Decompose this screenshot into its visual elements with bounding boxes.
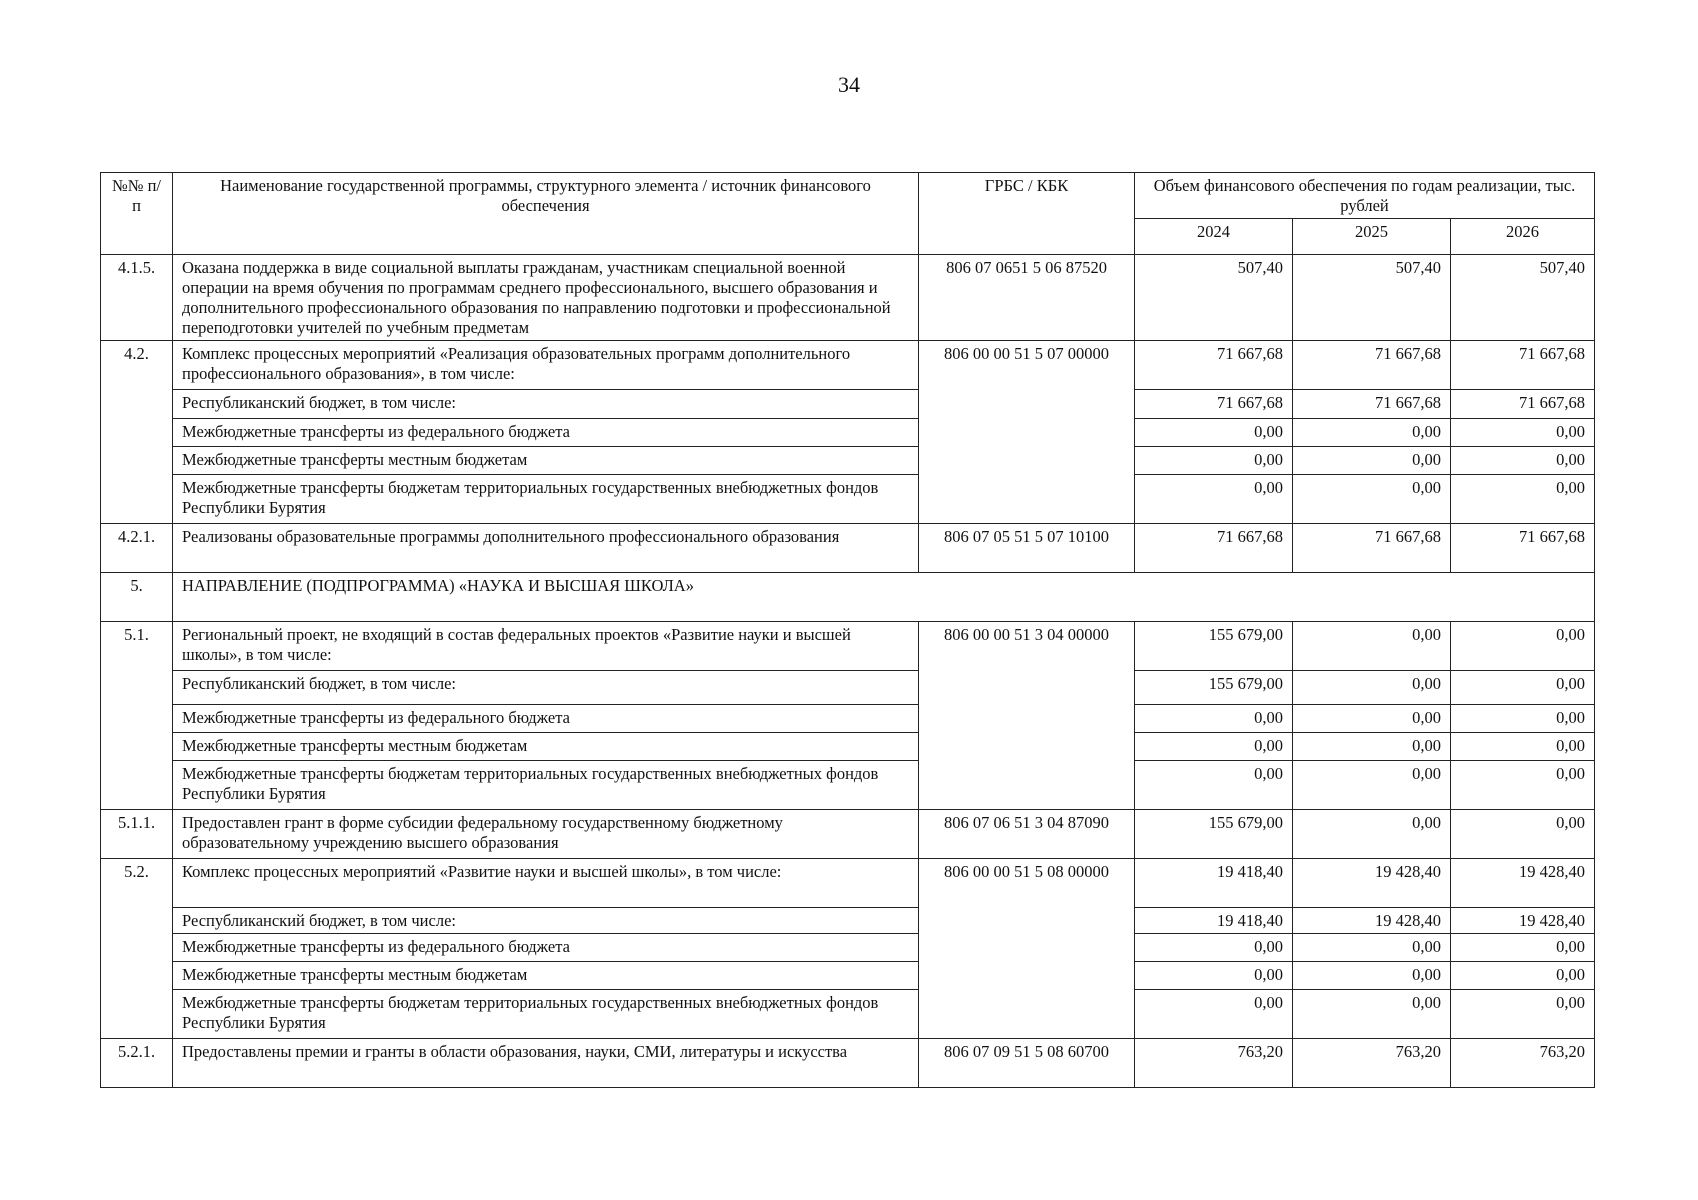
table-row bbox=[101, 341, 1595, 390]
value-2026: 0,00 bbox=[1451, 705, 1595, 733]
value-2026: 19 428,40 bbox=[1451, 859, 1595, 908]
value-2025: 507,40 bbox=[1293, 255, 1451, 341]
header-kbk: ГРБС / КБК bbox=[919, 173, 1135, 255]
value-2024: 71 667,68 bbox=[1135, 390, 1293, 419]
header-year: 2026 bbox=[1451, 219, 1595, 255]
value-2025: 0,00 bbox=[1293, 671, 1451, 705]
header-num: №№ п/п bbox=[101, 173, 173, 255]
value-2025: 0,00 bbox=[1293, 810, 1451, 859]
table-row bbox=[101, 908, 1595, 934]
value-2024: 0,00 bbox=[1135, 419, 1293, 447]
table-row bbox=[101, 962, 1595, 990]
value-2026: 0,00 bbox=[1451, 733, 1595, 761]
value-2024: 71 667,68 bbox=[1135, 341, 1293, 390]
value-2025: 0,00 bbox=[1293, 705, 1451, 733]
value-2024: 0,00 bbox=[1135, 733, 1293, 761]
row-name: Реализованы образовательные программы дополнительного профессионального образования bbox=[173, 524, 919, 573]
table-row bbox=[101, 810, 1595, 859]
table-row bbox=[101, 1039, 1595, 1088]
value-2025: 0,00 bbox=[1293, 990, 1451, 1039]
budget-table bbox=[100, 172, 1595, 1088]
value-2024: 0,00 bbox=[1135, 705, 1293, 733]
value-2025: 0,00 bbox=[1293, 622, 1451, 671]
table-row bbox=[101, 761, 1595, 810]
row-name: Межбюджетные трансферты местным бюджетам bbox=[173, 962, 919, 990]
page-number: 34 bbox=[838, 72, 860, 97]
row-number: 4.1.5. bbox=[101, 255, 173, 341]
value-2024: 0,00 bbox=[1135, 447, 1293, 475]
header-name: Наименование государственной программы, структурного элемента / источник финансового обеспечения bbox=[173, 173, 919, 255]
value-2025: 0,00 bbox=[1293, 733, 1451, 761]
value-2025: 19 428,40 bbox=[1293, 908, 1451, 934]
value-2024: 763,20 bbox=[1135, 1039, 1293, 1088]
value-2024: 71 667,68 bbox=[1135, 524, 1293, 573]
row-name: Межбюджетные трансферты из федерального бюджета bbox=[173, 934, 919, 962]
section-title: НАПРАВЛЕНИЕ (ПОДПРОГРАММА) «НАУКА И ВЫСШАЯ ШКОЛА» bbox=[173, 573, 1595, 622]
header-year: 2024 bbox=[1135, 219, 1293, 255]
row-name: Межбюджетные трансферты из федерального бюджета bbox=[173, 705, 919, 733]
value-2024: 155 679,00 bbox=[1135, 810, 1293, 859]
row-name: Предоставлен грант в форме субсидии федеральному государственному бюджетному образовательному учреждению высшего образования bbox=[173, 810, 919, 859]
table-row bbox=[101, 447, 1595, 475]
table-row bbox=[101, 671, 1595, 705]
value-2025: 0,00 bbox=[1293, 962, 1451, 990]
value-2024: 19 418,40 bbox=[1135, 859, 1293, 908]
value-2025: 0,00 bbox=[1293, 761, 1451, 810]
row-kbk: 806 07 09 51 5 08 60700 bbox=[919, 1039, 1135, 1088]
value-2025: 19 428,40 bbox=[1293, 859, 1451, 908]
row-number: 5.2. bbox=[101, 859, 173, 1039]
value-2025: 0,00 bbox=[1293, 475, 1451, 524]
row-name: Комплекс процессных мероприятий «Развитие науки и высшей школы», в том числе: bbox=[173, 859, 919, 908]
header-volume: Объем финансового обеспечения по годам реализации, тыс. рублей bbox=[1135, 173, 1595, 219]
row-number: 5.1. bbox=[101, 622, 173, 810]
value-2024: 155 679,00 bbox=[1135, 622, 1293, 671]
table-row bbox=[101, 390, 1595, 419]
value-2026: 0,00 bbox=[1451, 934, 1595, 962]
value-2025: 0,00 bbox=[1293, 419, 1451, 447]
value-2024: 155 679,00 bbox=[1135, 671, 1293, 705]
row-name: Региональный проект, не входящий в состав федеральных проектов «Развитие науки и высшей школы», в том числе: bbox=[173, 622, 919, 671]
value-2026: 0,00 bbox=[1451, 419, 1595, 447]
value-2026: 0,00 bbox=[1451, 990, 1595, 1039]
value-2026: 0,00 bbox=[1451, 810, 1595, 859]
row-name: Межбюджетные трансферты местным бюджетам bbox=[173, 733, 919, 761]
row-name: Межбюджетные трансферты местным бюджетам bbox=[173, 447, 919, 475]
row-kbk: 806 07 06 51 3 04 87090 bbox=[919, 810, 1135, 859]
value-2026: 71 667,68 bbox=[1451, 524, 1595, 573]
row-name: Предоставлены премии и гранты в области образования, науки, СМИ, литературы и искусства bbox=[173, 1039, 919, 1088]
row-number: 4.2.1. bbox=[101, 524, 173, 573]
value-2024: 0,00 bbox=[1135, 962, 1293, 990]
row-kbk: 806 00 00 51 3 04 00000 bbox=[919, 622, 1135, 810]
row-name: Межбюджетные трансферты бюджетам территориальных государственных внебюджетных фондов Республики Бурятия bbox=[173, 990, 919, 1039]
value-2025: 0,00 bbox=[1293, 934, 1451, 962]
table-row bbox=[101, 475, 1595, 524]
value-2026: 19 428,40 bbox=[1451, 908, 1595, 934]
value-2025: 0,00 bbox=[1293, 447, 1451, 475]
row-number: 5. bbox=[101, 573, 173, 622]
row-name: Оказана поддержка в виде социальной выплаты гражданам, участникам специальной военной операции на время обучения по программам среднего профессионального, высшего образования и дополнительного профессионального образования по направлению подготовки и профессиональной переподготовки учителей по учебным предметам bbox=[173, 255, 919, 341]
row-kbk: 806 00 00 51 5 07 00000 bbox=[919, 341, 1135, 524]
value-2025: 71 667,68 bbox=[1293, 390, 1451, 419]
table-row bbox=[101, 705, 1595, 733]
value-2026: 71 667,68 bbox=[1451, 390, 1595, 419]
value-2024: 0,00 bbox=[1135, 934, 1293, 962]
table-row bbox=[101, 733, 1595, 761]
table-row bbox=[101, 622, 1595, 671]
row-number: 4.2. bbox=[101, 341, 173, 524]
section-row bbox=[101, 573, 1595, 622]
table-row bbox=[101, 255, 1595, 341]
table-row bbox=[101, 859, 1595, 908]
value-2026: 0,00 bbox=[1451, 671, 1595, 705]
row-name: Межбюджетные трансферты из федерального бюджета bbox=[173, 419, 919, 447]
value-2025: 71 667,68 bbox=[1293, 524, 1451, 573]
value-2026: 0,00 bbox=[1451, 761, 1595, 810]
value-2026: 763,20 bbox=[1451, 1039, 1595, 1088]
row-name: Республиканский бюджет, в том числе: bbox=[173, 671, 919, 705]
row-name: Республиканский бюджет, в том числе: bbox=[173, 390, 919, 419]
row-kbk: 806 00 00 51 5 08 00000 bbox=[919, 859, 1135, 1039]
table-row bbox=[101, 990, 1595, 1039]
row-name: Республиканский бюджет, в том числе: bbox=[173, 908, 919, 934]
header-year: 2025 bbox=[1293, 219, 1451, 255]
row-kbk: 806 07 0651 5 06 87520 bbox=[919, 255, 1135, 341]
value-2025: 71 667,68 bbox=[1293, 341, 1451, 390]
value-2026: 0,00 bbox=[1451, 622, 1595, 671]
row-name: Межбюджетные трансферты бюджетам территориальных государственных внебюджетных фондов Республики Бурятия bbox=[173, 475, 919, 524]
value-2024: 0,00 bbox=[1135, 475, 1293, 524]
row-name: Комплекс процессных мероприятий «Реализация образовательных программ дополнительного профессионального образования», в том числе: bbox=[173, 341, 919, 390]
row-number: 5.1.1. bbox=[101, 810, 173, 859]
value-2024: 0,00 bbox=[1135, 990, 1293, 1039]
table-row bbox=[101, 934, 1595, 962]
row-number: 5.2.1. bbox=[101, 1039, 173, 1088]
value-2024: 0,00 bbox=[1135, 761, 1293, 810]
table-row bbox=[101, 419, 1595, 447]
row-name: Межбюджетные трансферты бюджетам территориальных государственных внебюджетных фондов Республики Бурятия bbox=[173, 761, 919, 810]
value-2024: 507,40 bbox=[1135, 255, 1293, 341]
value-2026: 507,40 bbox=[1451, 255, 1595, 341]
value-2026: 71 667,68 bbox=[1451, 341, 1595, 390]
value-2026: 0,00 bbox=[1451, 475, 1595, 524]
value-2024: 19 418,40 bbox=[1135, 908, 1293, 934]
table-row bbox=[101, 524, 1595, 573]
value-2025: 763,20 bbox=[1293, 1039, 1451, 1088]
value-2026: 0,00 bbox=[1451, 447, 1595, 475]
value-2026: 0,00 bbox=[1451, 962, 1595, 990]
row-kbk: 806 07 05 51 5 07 10100 bbox=[919, 524, 1135, 573]
